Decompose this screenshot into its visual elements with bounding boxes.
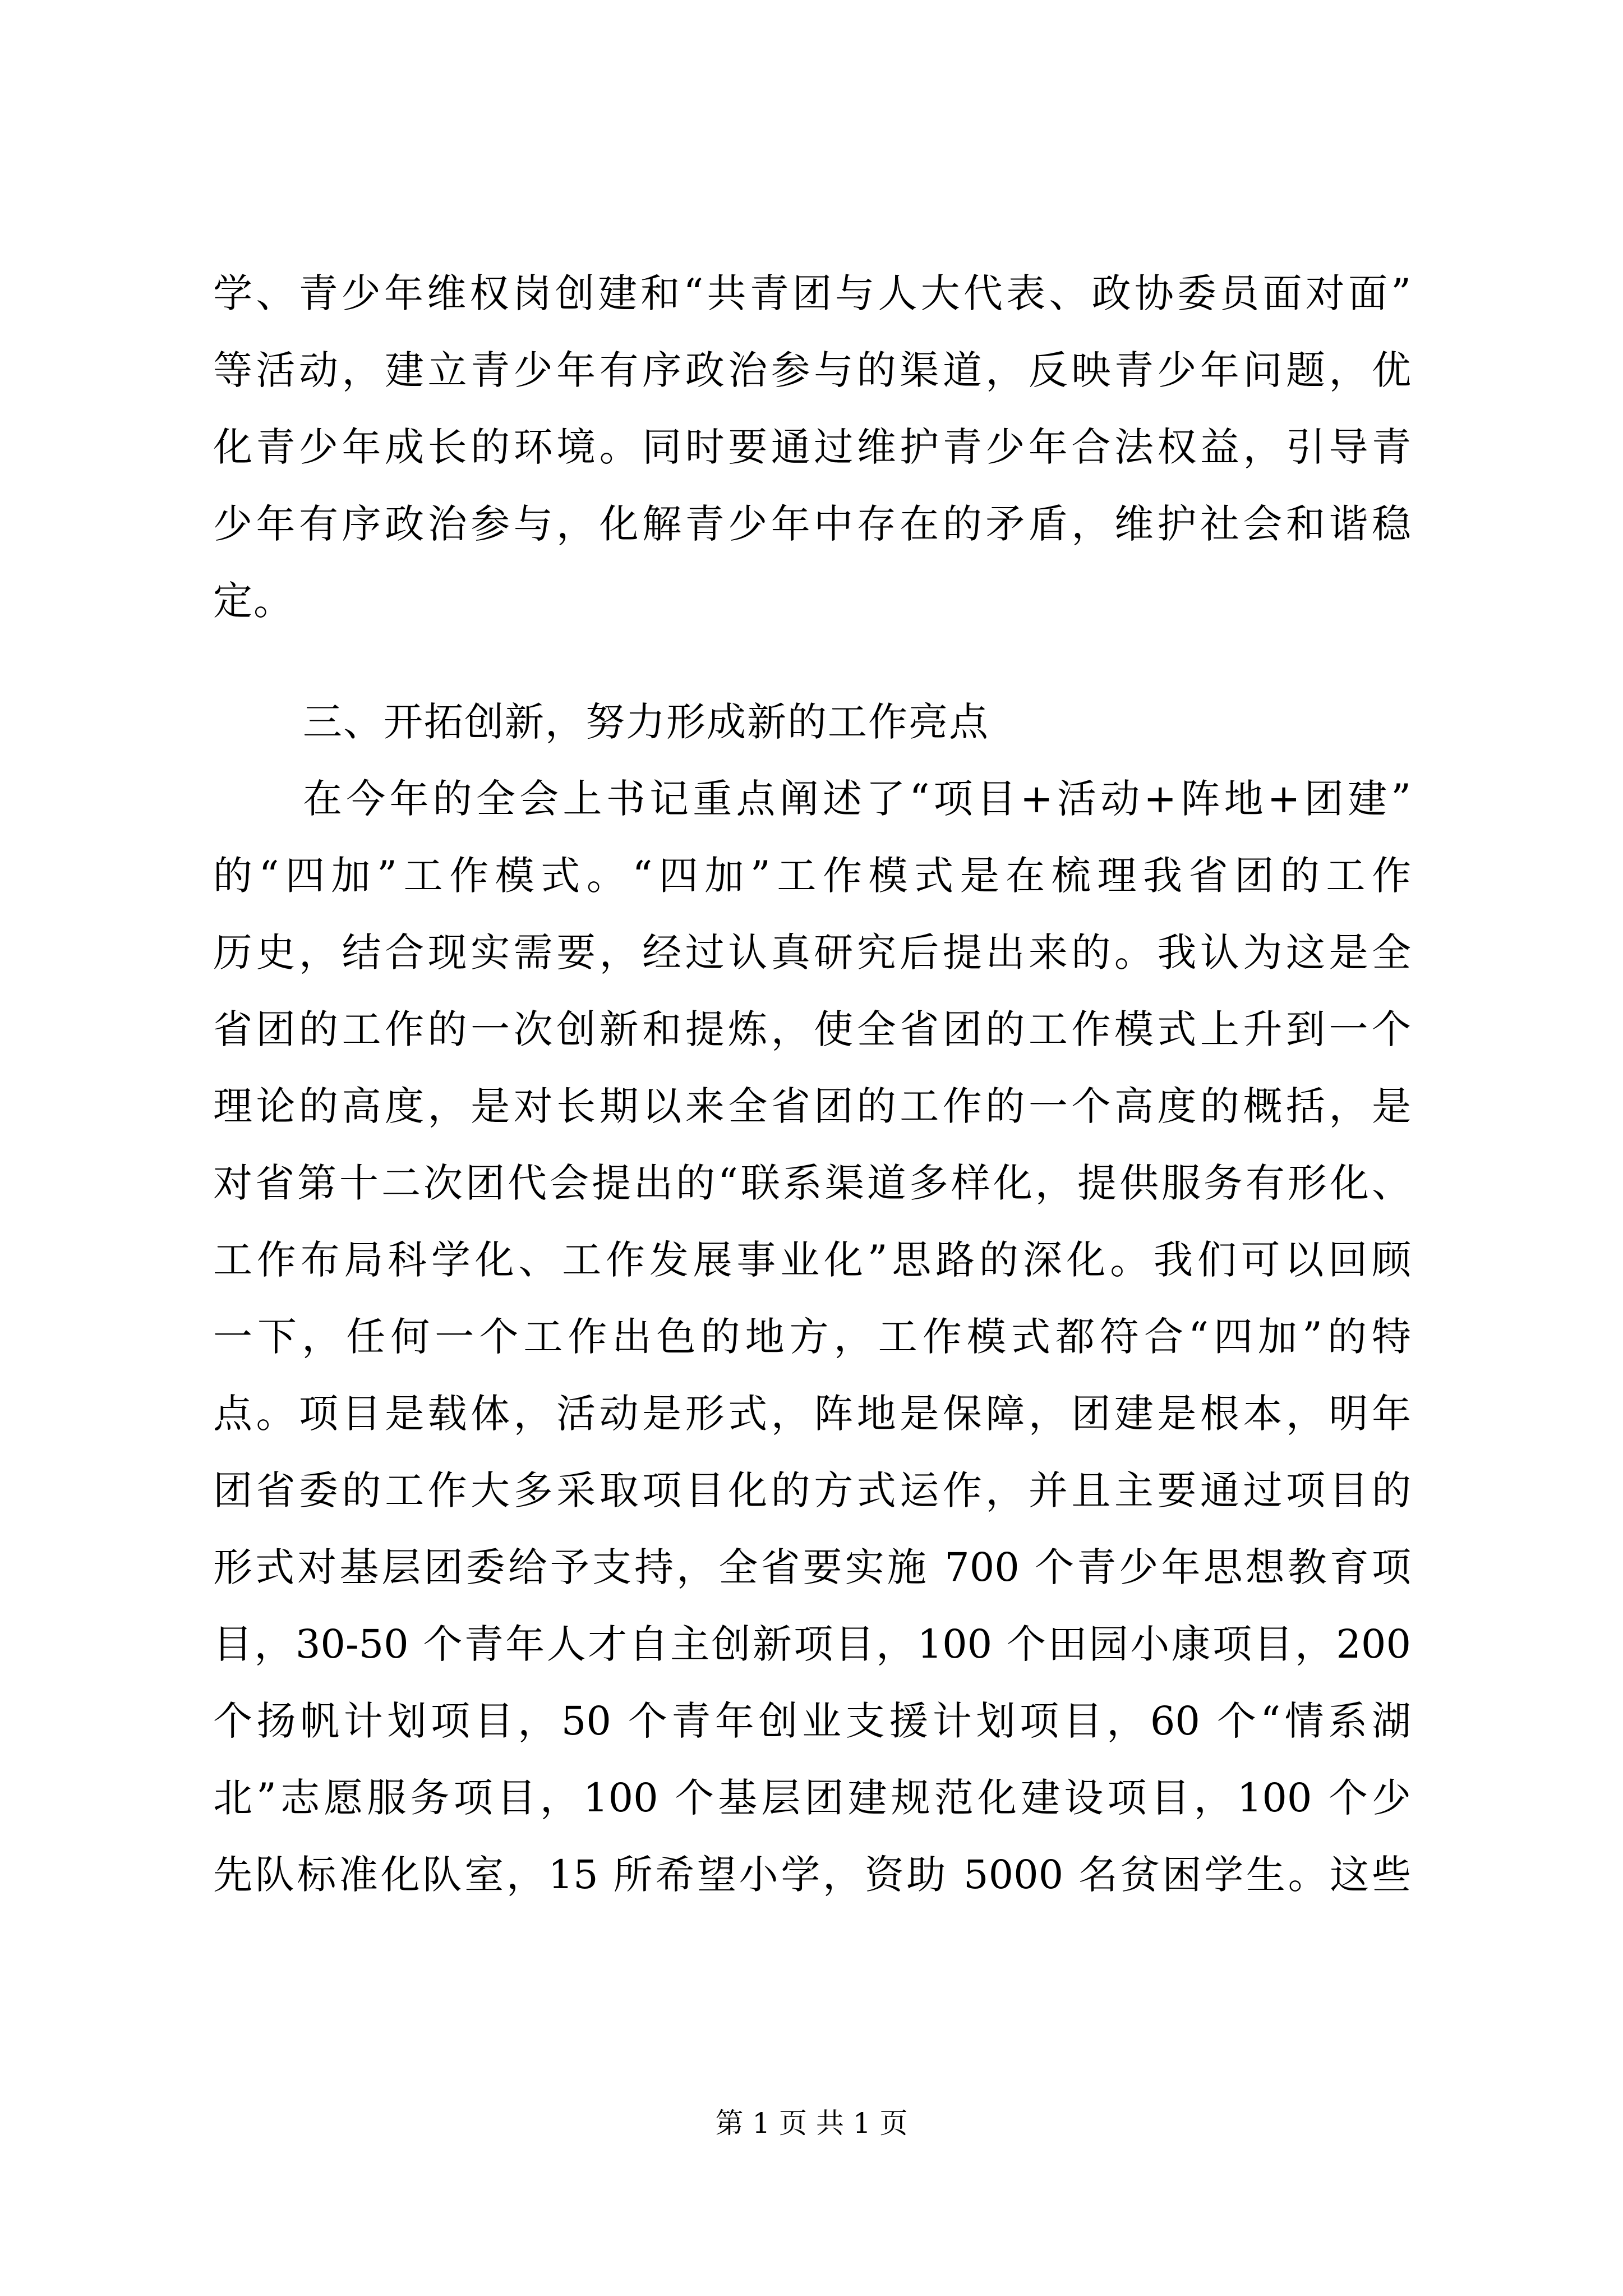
paragraph-line: 形式对基层团委给予支持，全省要实施 700 个青少年思想教育项 (213, 1544, 1411, 1590)
paragraph-line: 点。项目是载体，活动是形式，阵地是保障，团建是根本，明年 (213, 1391, 1411, 1437)
paragraph-line: 理论的高度，是对长期以来全省团的工作的一个高度的概括，是 (213, 1083, 1411, 1129)
paragraph-line: 工作布局科学化、工作发展事业化”思路的深化。我们可以回顾 (213, 1237, 1411, 1283)
paragraph-line: 在今年的全会上书记重点阐述了“项目+活动+阵地+团建” (303, 776, 1411, 822)
paragraph-line: 目，30-50 个青年人才自主创新项目，100 个田园小康项目，200 (213, 1621, 1411, 1667)
section-heading: 三、开拓创新，努力形成新的工作亮点 (303, 699, 989, 745)
paragraph-line: 先队标准化队室，15 所希望小学，资助 5000 名贫困学生。这些 (213, 1852, 1411, 1898)
paragraph-line: 历史，结合现实需要，经过认真研究后提出来的。我认为这是全 (213, 930, 1411, 976)
page-footer: 第 1 页 共 1 页 (715, 2107, 908, 2139)
text-line: 等活动，建立青少年有序政治参与的渠道，反映青少年问题，优 (213, 347, 1411, 393)
paragraph-line: 个扬帆计划项目，50 个青年创业支援计划项目，60 个“情系湖 (213, 1698, 1411, 1744)
paragraph-line: 对省第十二次团代会提出的“联系渠道多样化，提供服务有形化、 (213, 1160, 1411, 1206)
paragraph-line: 北”志愿服务项目，100 个基层团建规范化建设项目，100 个少 (213, 1775, 1411, 1821)
text-line: 定。 (213, 578, 294, 624)
text-line: 化青少年成长的环境。同时要通过维护青少年合法权益，引导青 (213, 424, 1411, 470)
paragraph-line: 的“四加”工作模式。“四加”工作模式是在梳理我省团的工作 (213, 853, 1411, 899)
text-line: 学、青少年维权岗创建和“共青团与人大代表、政协委员面对面” (213, 270, 1411, 316)
paragraph-line: 省团的工作的一次创新和提炼，使全省团的工作模式上升到一个 (213, 1006, 1411, 1052)
paragraph-line: 团省委的工作大多采取项目化的方式运作，并且主要通过项目的 (213, 1467, 1411, 1513)
paragraph-line: 一下，任何一个工作出色的地方，工作模式都符合“四加”的特 (213, 1314, 1411, 1360)
text-line: 少年有序政治参与，化解青少年中存在的矛盾，维护社会和谐稳 (213, 501, 1411, 547)
